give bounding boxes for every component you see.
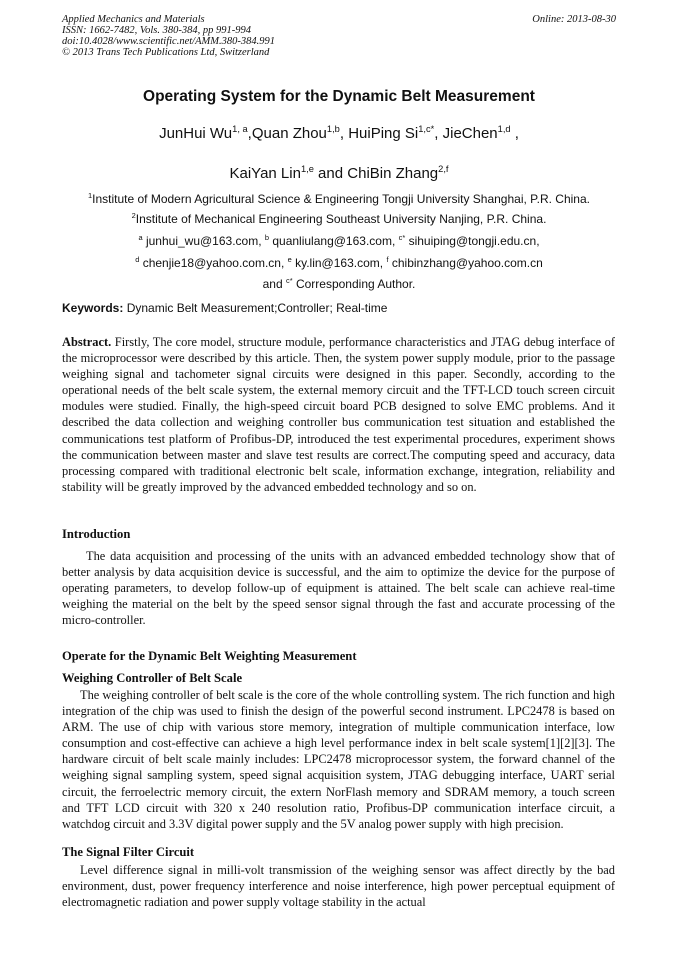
author-name: Quan Zhou bbox=[251, 125, 327, 142]
author-name: KaiYan Lin bbox=[229, 165, 301, 182]
author-sup: 1, a bbox=[232, 124, 248, 134]
author-sep: , bbox=[339, 125, 349, 142]
author-line-2 bbox=[40, 165, 638, 182]
author-line-1 bbox=[40, 125, 638, 142]
copyright-line: © 2013 Trans Tech Publications Ltd, Switzerland bbox=[62, 47, 270, 58]
keywords-text: Dynamic Belt Measurement;Controller; Real-time bbox=[126, 301, 388, 315]
operate-heading: Operate for the Dynamic Belt Weighting Measurement bbox=[62, 649, 357, 663]
abstract-text: Firstly, The core model, structure module, performance characteristics and JTAG debug interface of the microprocessor were described by this article. Then, the system power supply module, prior to the passage weighing signal and tachometer signal circuits were designed in this paper. Secondly, according to the operational needs of the belt scale system, the external memory circuit and the TFT-LCD touch screen circuit modules were studied. Finally, the high-speed circuit board PCB designed to solve EMC problems. And it described the data collection and weighing controller bus communication test situation and established the communications test platform of Profibus-DP, introduced the test experimental procedures, experiment shows the communication between master and slave test results are correct.The computing speed and accuracy, data processing compared with traditional electronic belt scale, information exchange, integration, reliability and stability will be greatly improved by the advanced embedded technology and so on. bbox=[62, 335, 615, 494]
email-address: chenjie18@yahoo.com.cn, bbox=[142, 256, 288, 270]
email-sup: e bbox=[287, 255, 292, 264]
email-address: ky.lin@163.com, bbox=[295, 256, 387, 270]
author-name: ChiBin Zhang bbox=[347, 165, 439, 182]
introduction-heading: Introduction bbox=[62, 527, 131, 541]
corresponding-text: Corresponding Author. bbox=[295, 277, 416, 291]
journal-header bbox=[62, 14, 616, 58]
email-line-2 bbox=[40, 256, 638, 270]
author-sup: 1,e bbox=[300, 164, 314, 174]
author-sup: 2,f bbox=[438, 164, 449, 174]
signal-filter-heading: The Signal Filter Circuit bbox=[62, 845, 195, 859]
affiliation-text: Institute of Modern Agricultural Science & Engineering Tongji University Shanghai, P.R. China. bbox=[92, 192, 590, 206]
email-address: quanliulang@163.com, bbox=[272, 234, 399, 248]
introduction-text: The data acquisition and processing of the units with an advanced embedded technology show that of better analysis by data acquisition device is successful, and the aim to optimize the device for the purpose of operating parameters, to develop follow-up of equipment is attained. The belt scale can achieve real-time weighing the material on the belt by the speed sensor signal through the fast and accurate processing of the micro-controller. bbox=[62, 549, 615, 628]
author-sep: , bbox=[510, 125, 519, 142]
signal-filter-text: Level difference signal in milli-volt transmission of the weighing sensor was affect directly by the bad environment, dust, power frequency interference and noise interference, high power perceptual equipment of electromagnetic radiation and power supply voltage stability in the actual bbox=[62, 863, 615, 910]
email-sup: d bbox=[135, 255, 140, 264]
keywords bbox=[62, 301, 387, 315]
affiliation-1 bbox=[40, 192, 638, 206]
author-sep: and bbox=[313, 165, 348, 182]
paper-title: Operating System for the Dynamic Belt Measurement bbox=[143, 88, 535, 105]
email-sup: a bbox=[138, 233, 143, 242]
email-sup: b bbox=[264, 233, 270, 242]
weighing-controller-heading: Weighing Controller of Belt Scale bbox=[62, 671, 243, 685]
email-address: sihuiping@tongji.edu.cn, bbox=[408, 234, 540, 248]
abstract-label: Abstract. bbox=[62, 335, 112, 349]
affiliation-sup: 1 bbox=[88, 191, 93, 200]
affiliation-sup: 2 bbox=[131, 211, 136, 220]
email-address: junhui_wu@163.com, bbox=[145, 234, 265, 248]
author-sup: 1,d bbox=[497, 124, 511, 134]
author-name: JunHui Wu bbox=[159, 125, 233, 142]
corresponding-sup: c* bbox=[285, 276, 293, 285]
abstract bbox=[62, 334, 615, 495]
email-address: chibinzhang@yahoo.com.cn bbox=[391, 256, 543, 270]
author-sep: , bbox=[247, 125, 252, 142]
email-sup: f bbox=[386, 255, 389, 264]
author-sep: , bbox=[434, 125, 443, 142]
affiliation-2 bbox=[40, 212, 638, 226]
email-sup: c* bbox=[398, 233, 406, 242]
author-sup: 1,c* bbox=[418, 124, 435, 134]
corresponding-prefix: and bbox=[262, 277, 286, 291]
author-name: HuiPing Si bbox=[348, 125, 419, 142]
weighing-controller-text: The weighing controller of belt scale is the core of the whole controlling system. The rich function and high integration of the chip was used to finish the design of the powerful second instrument. LPC2478 is based on ARM. The use of chip with various store memory, integration of multiple communication interface, low consumption and cost-effective can achieve a high level performance index in belt scale system[1][2][3]. The hardware circuit of belt scale mainly includes: LPC2478 microprocessor system, the forward channel of the weighing signal sampling system, speed signal acquisition system, JTAG debugging interface, UART serial circuit, the ferroelectric memory circuit, the extern NorFlash memory and SDRAM memory, a touch screen and TFT LCD circuit with 320 x 240 resolution ratio, Profibus-DP communication interface circuit, a watchdog circuit and 3.3V digital power supply and the 5V analog power supply with high precision. bbox=[62, 688, 615, 831]
author-sup: 1,b bbox=[326, 124, 340, 134]
affiliation-text: Institute of Mechanical Engineering Southeast University Nanjing, P.R. China. bbox=[135, 212, 547, 226]
author-name: JieChen bbox=[442, 125, 498, 142]
doi-line: doi:10.4028/www.scientific.net/AMM.380-384.991 bbox=[62, 36, 275, 47]
online-date: Online: 2013-08-30 bbox=[532, 14, 616, 25]
journal-name: Applied Mechanics and Materials bbox=[62, 14, 205, 25]
issn-line: ISSN: 1662-7482, Vols. 380-384, pp 991-994 bbox=[62, 25, 251, 36]
corresponding-author-note bbox=[40, 277, 638, 291]
keywords-label: Keywords: bbox=[62, 301, 124, 315]
email-line-1 bbox=[40, 234, 638, 248]
